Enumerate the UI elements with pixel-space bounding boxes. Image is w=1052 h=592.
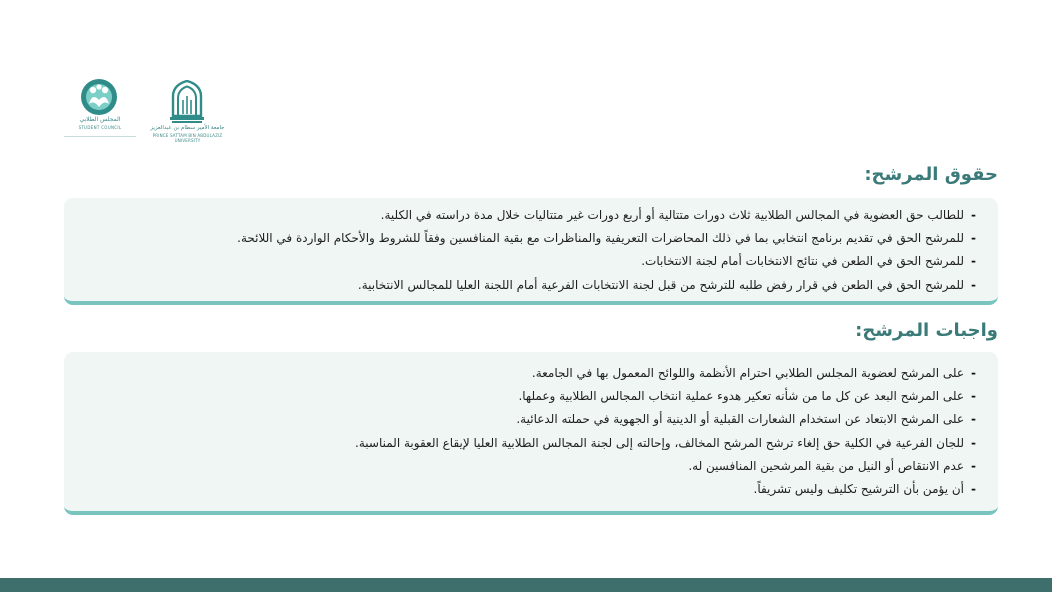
bullet-icon: -	[971, 412, 976, 427]
duties-item-text: على المرشح البعد عن كل ما من شأنه تعكير هدوء عملية انتخاب المجالس الطلابية وعملها.	[518, 389, 964, 404]
duties-box	[64, 352, 998, 515]
university-name-en: PRINCE SATTAM BIN ABDULAZIZ UNIVERSITY	[152, 133, 223, 143]
duties-item-text: للجان الفرعية في الكلية حق إلغاء ترشح المرشح المخالف، وإحالته إلى لجنة المجالس الطلابية العليا لإيقاع العقوبة المناسبة.	[355, 435, 964, 450]
duties-list-item	[355, 410, 976, 433]
rights-section-title: حقوق المرشح:	[864, 164, 998, 185]
bullet-icon: -	[971, 277, 976, 292]
rights-list-item	[237, 206, 976, 229]
rights-item-text: للمرشح الحق في الطعن في قرار رفض طلبه للترشح من قبل لجنة الانتخابات الفرعية أمام اللجنة العليا للمجالس الانتخابية.	[357, 277, 964, 292]
student-council-name-en: STUDENT COUNCIL	[78, 125, 122, 130]
duties-item-text: على المرشح لعضوية المجلس الطلابي احترام الأنظمة واللوائح المعمول بها في الجامعة.	[531, 366, 964, 380]
duties-item-text: على المرشح الابتعاد عن استخدام الشعارات القبلية أو الدينية أو الجهوية في حملته الدعائية.	[516, 412, 964, 427]
duties-section-title: واجبات المرشح:	[855, 320, 998, 341]
rights-list-item	[237, 276, 976, 299]
rights-item-text: للمرشح الحق في الطعن في نتائج الانتخابات أمام لجنة الانتخابات.	[641, 254, 964, 269]
rights-list-item	[237, 229, 976, 252]
duties-item-text: عدم الانتقاص أو النيل من بقية المرشحين المنافسين له.	[688, 458, 964, 473]
university-emblem-icon	[169, 80, 205, 124]
bullet-icon: -	[971, 208, 976, 222]
rights-item-text: للمرشح الحق في تقديم برنامج انتخابي بما في ذلك المحاضرات التعريفية والمناظرات مع بقية المنافسين وفقاً للشروط والأحكام الواردة في اللائحة.	[237, 231, 964, 246]
bullet-icon: -	[971, 481, 976, 496]
duties-item-text: أن يؤمن بأن الترشيح تكليف وليس تشريفاً.	[753, 481, 964, 496]
bullet-icon: -	[971, 435, 976, 450]
rights-item-text: للطالب حق العضوية في المجالس الطلابية ثلاث دورات متتالية أو أربع دورات غير متتاليات خلال مدة دراسته في الكلية.	[380, 208, 964, 222]
bullet-icon: -	[971, 231, 976, 246]
duties-list	[355, 364, 976, 503]
duties-list-item	[355, 387, 976, 410]
duties-list-item	[355, 457, 976, 480]
duties-list-item	[355, 364, 976, 387]
university-name-ar: جامعة الأمير سطام بن عبدالعزيز	[150, 125, 225, 131]
duties-list-item	[355, 480, 976, 503]
university-logo	[145, 78, 230, 143]
bullet-icon: -	[971, 254, 976, 269]
student-council-name-ar: المجلس الطلابي	[79, 116, 121, 123]
bullet-icon: -	[971, 389, 976, 404]
bullet-icon: -	[971, 458, 976, 473]
rights-list-item	[237, 252, 976, 275]
logo-divider	[64, 136, 136, 137]
duties-list-item	[355, 434, 976, 457]
rights-list	[237, 206, 976, 299]
rights-box	[64, 198, 998, 305]
footer-bar	[0, 578, 1052, 592]
student-council-logo	[60, 75, 140, 143]
bullet-icon: -	[971, 366, 976, 380]
student-council-emblem-icon	[80, 78, 118, 116]
